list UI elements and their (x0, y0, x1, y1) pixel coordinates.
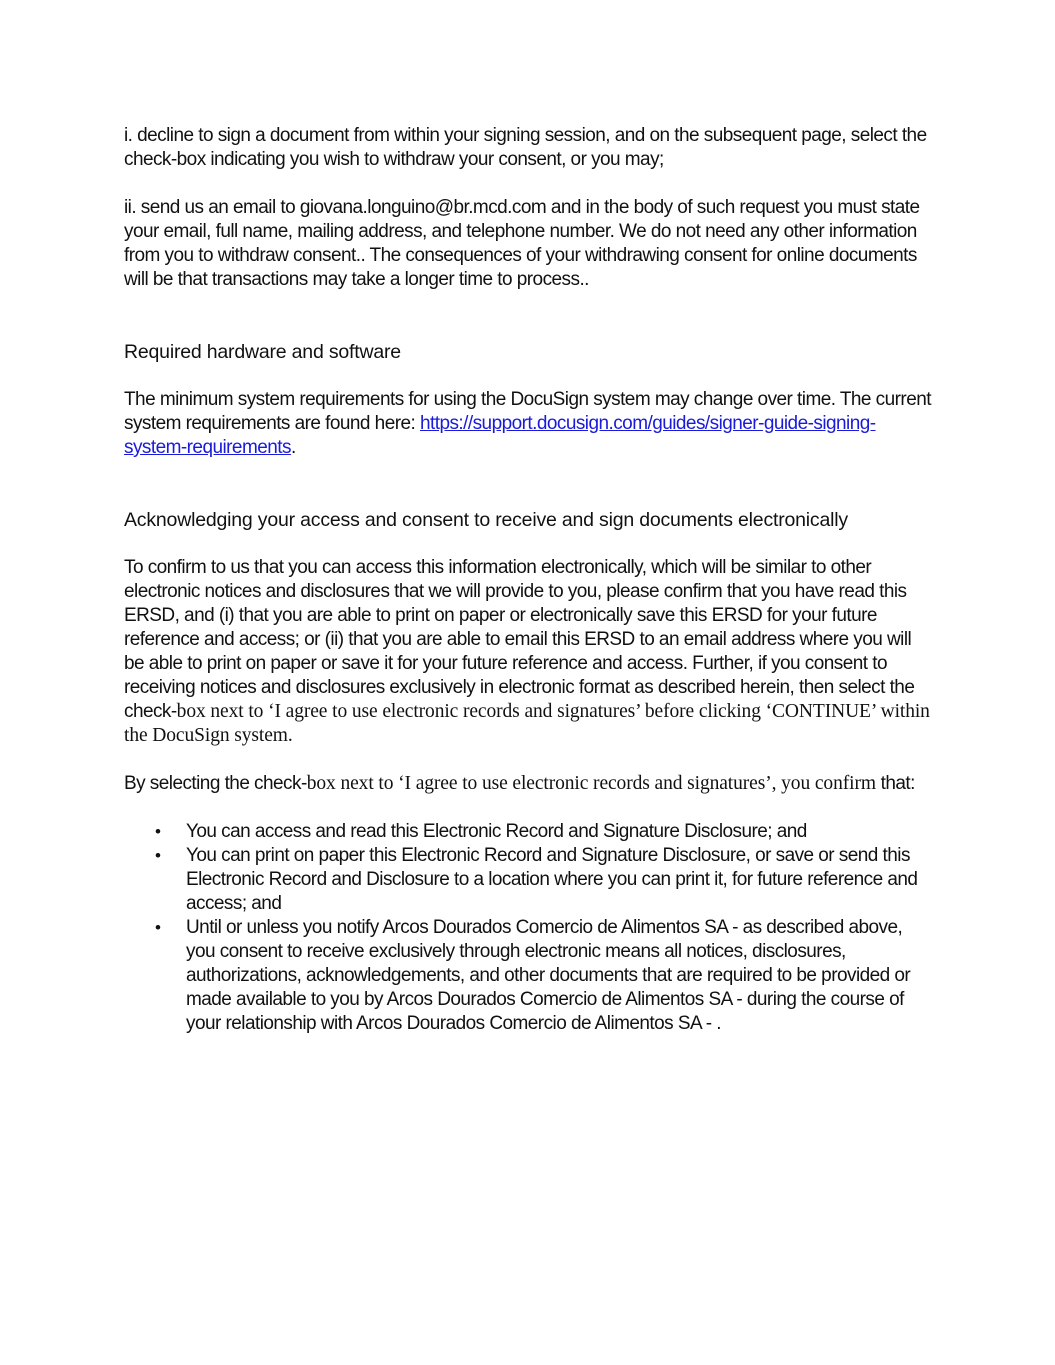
confirm-paragraph (124, 772, 934, 796)
withdraw-option-ii: ii. send us an email to giovana.longuino@br.mcd.com and in the body of such request you must state your email, full name, mailing address, and telephone number. We do not need any other information from you to withdraw consent.. The consequences of your withdrawing consent for online documents will be that transactions may take a longer time to process.. (124, 197, 920, 290)
confirmation-list (124, 820, 934, 1036)
list-item-text: Until or unless you notify Arcos Dourados Comercio de Alimentos SA - as described above, you consent to receive exclusively through electronic means all notices, disclosures, authorizations, acknowledgements, and other documents that are required to be provided or made available to you by Arcos Dourados Comercio de Alimentos SA - during the course of your relationship with Arcos Dourados Comercio de Alimentos SA - . (186, 917, 911, 1034)
acknowledge-text-serif: box next to ‘I agree to use electronic records and signatures’ before clicking ‘CONTINUE’ within the DocuSign system. (124, 701, 930, 746)
document-page (124, 124, 934, 1036)
list-item (124, 844, 934, 916)
bullet-icon: • (155, 918, 161, 937)
list-item (124, 916, 934, 1036)
bullet-icon: • (155, 846, 161, 865)
hardware-text: The minimum system requirements for using the DocuSign system may change over time. The current system requirements are found here: (124, 389, 931, 434)
acknowledge-text: To confirm to us that you can access this information electronically, which will be similar to other electronic notices and disclosures that we will provide to you, please confirm that you have read this ERSD, and (i) that you are able to print on paper or electronically save this ERSD for your future reference and access; or (ii) that you are able to email this ERSD to an email address where you will be able to print on paper or save it for your future reference and access. Further, if you consent to receiving notices and disclosures exclusively in electronic format as described herein, then select the check- (124, 557, 915, 722)
acknowledge-paragraph (124, 556, 934, 748)
hardware-paragraph (124, 388, 934, 460)
acknowledge-heading: Acknowledging your access and consent to receive and sign documents electronically (124, 509, 848, 531)
confirm-text-end: that: (875, 773, 915, 794)
system-requirements-link[interactable]: https://support.docusign.com/guides/signer-guide-signing-system-requirements (124, 413, 876, 458)
confirm-text: By selecting the check- (124, 773, 307, 794)
hardware-heading: Required hardware and software (124, 341, 401, 363)
list-item-text: You can access and read this Electronic Record and Signature Disclosure; and (186, 821, 807, 842)
hardware-suffix: . (290, 437, 296, 458)
list-item-text: You can print on paper this Electronic Record and Signature Disclosure, or save or send this Electronic Record and Disclosure to a location where you can print it, for future reference and access; and (186, 845, 918, 914)
list-item (124, 820, 934, 844)
confirm-text-serif: box next to ‘I agree to use electronic records and signatures’, you confirm (306, 773, 876, 794)
bullet-icon: • (155, 822, 161, 841)
withdraw-option-i: i. decline to sign a document from within your signing session, and on the subsequent page, select the check-box indicating you wish to withdraw your consent, or you may; (124, 125, 927, 170)
